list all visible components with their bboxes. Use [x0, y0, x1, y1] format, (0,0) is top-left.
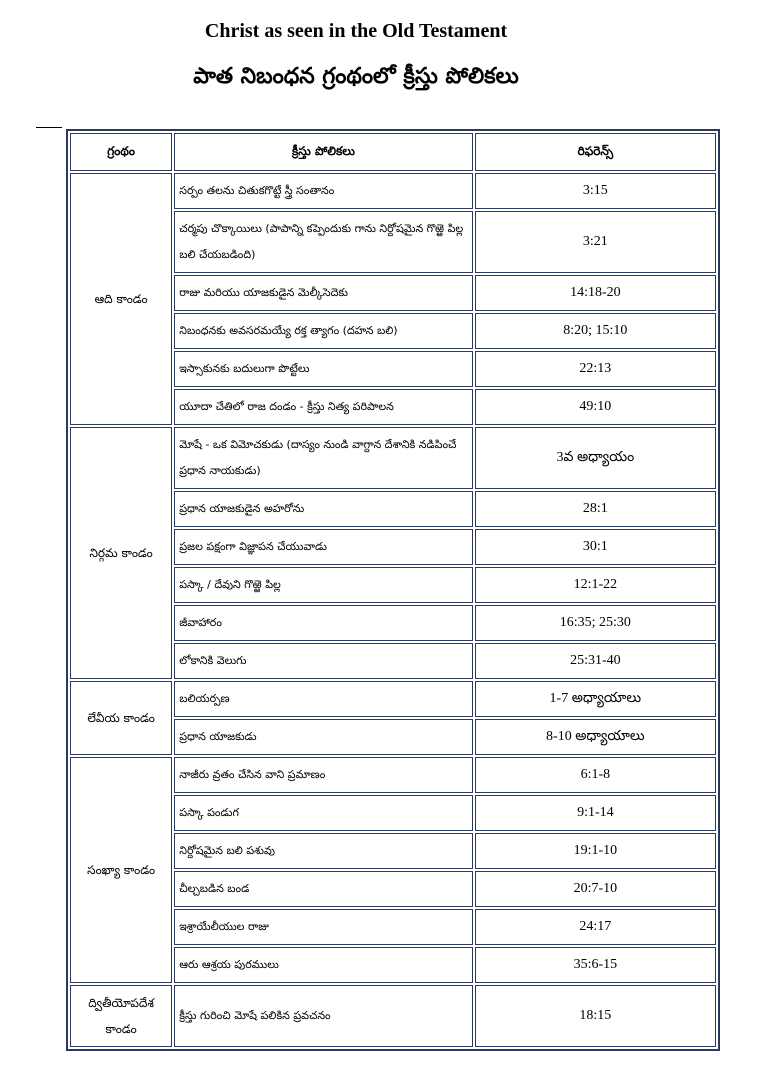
- header-ref: రిఫరెన్స్: [475, 133, 716, 171]
- ref-cell: 30:1: [475, 529, 716, 565]
- table-row: [70, 173, 716, 209]
- old-testament-table: [66, 129, 720, 1051]
- type-cell: ప్రధాన యాజకుడు: [174, 719, 473, 755]
- type-cell: ఇశ్రాయేలీయుల రాజు: [174, 909, 473, 945]
- page-title-english: Christ as seen in the Old Testament: [204, 20, 508, 42]
- ref-cell: 28:1: [475, 491, 716, 527]
- type-cell: బలియర్పణ: [174, 681, 473, 717]
- table-row: [70, 427, 716, 489]
- type-cell: నిర్దోషమైన బలి పశువు: [174, 833, 473, 869]
- ref-cell: 3వ అధ్యాయం: [475, 427, 716, 489]
- table-row: [70, 681, 716, 717]
- book-cell-numbers: సంఖ్యా కాండం: [70, 757, 172, 983]
- type-cell: జీవాహారం: [174, 605, 473, 641]
- ref-cell: 3:15: [475, 173, 716, 209]
- book-cell-deuteronomy: ద్వితీయోపదేశ కాండం: [70, 985, 172, 1047]
- type-cell: ఆరు ఆశ్రయ పురములు: [174, 947, 473, 983]
- ref-cell: 25:31-40: [475, 643, 716, 679]
- table-row: [70, 757, 716, 793]
- table-row: [70, 985, 716, 1047]
- ref-cell: 24:17: [475, 909, 716, 945]
- type-cell: రాజు మరియు యాజకుడైన మెల్కీసెదెకు: [174, 275, 473, 311]
- type-cell: సర్పం తలను చితుకగొట్టే స్త్రీ సంతానం: [174, 173, 473, 209]
- ref-cell: 9:1-14: [475, 795, 716, 831]
- ref-cell: 49:10: [475, 389, 716, 425]
- ref-cell: 6:1-8: [475, 757, 716, 793]
- type-cell: నాజీరు వ్రతం చేసిన వాని ప్రమాణం: [174, 757, 473, 793]
- type-cell: యూదా చేతిలో రాజ దండం - క్రీస్తు నిత్య పరిపాలన: [174, 389, 473, 425]
- ref-cell: 22:13: [475, 351, 716, 387]
- table-header-row: [70, 133, 716, 171]
- ref-cell: 8-10 అధ్యాయాలు: [475, 719, 716, 755]
- type-cell: మోషే - ఒక విమోచకుడు (దాస్యం నుండి వాగ్దాన దేశానికి నడిపించే ప్రధాన నాయకుడు): [174, 427, 473, 489]
- type-cell: ఇస్సాకునకు బదులుగా పొట్టేలు: [174, 351, 473, 387]
- ref-cell: 35:6-15: [475, 947, 716, 983]
- type-cell: లోకానికి వెలుగు: [174, 643, 473, 679]
- type-cell: చర్మపు చొక్కాయిలు (పాపాన్ని కప్పెందుకు గాను నిర్దోషమైన గొఱ్ఱె పిల్ల బలి చేయబడింది): [174, 211, 473, 273]
- book-cell-leviticus: లేవీయ కాండం: [70, 681, 172, 755]
- header-type: క్రీస్తు పోలికలు: [174, 133, 473, 171]
- type-cell: పస్కా పండుగ: [174, 795, 473, 831]
- ref-cell: 3:21: [475, 211, 716, 273]
- book-cell-genesis: ఆది కాండం: [70, 173, 172, 425]
- margin-rule: [36, 127, 62, 128]
- page-title-telugu: పాత నిబంధన గ్రంథంలో క్రీస్తు పోలికలు: [193, 64, 519, 89]
- type-cell: నిబంధనకు అవసరమయ్యే రక్త త్యాగం (దహన బలి): [174, 313, 473, 349]
- type-cell: పస్కా / దేవుని గొఱ్ఱె పిల్ల: [174, 567, 473, 603]
- ref-cell: 14:18-20: [475, 275, 716, 311]
- ref-cell: 8:20; 15:10: [475, 313, 716, 349]
- ref-cell: 12:1-22: [475, 567, 716, 603]
- header-book: గ్రంథం: [70, 133, 172, 171]
- type-cell: చీల్చబడిన బండ: [174, 871, 473, 907]
- type-cell: క్రీస్తు గురించి మోషే పలికిన ప్రవచనం: [174, 985, 473, 1047]
- book-cell-exodus: నిర్గమ కాండం: [70, 427, 172, 679]
- ref-cell: 16:35; 25:30: [475, 605, 716, 641]
- ref-cell: 18:15: [475, 985, 716, 1047]
- ref-cell: 20:7-10: [475, 871, 716, 907]
- type-cell: ప్రజల పక్షంగా విజ్ఞాపన చేయువాడు: [174, 529, 473, 565]
- type-cell: ప్రధాన యాజకుడైన అహరోను: [174, 491, 473, 527]
- ref-cell: 1-7 అధ్యాయాలు: [475, 681, 716, 717]
- ref-cell: 19:1-10: [475, 833, 716, 869]
